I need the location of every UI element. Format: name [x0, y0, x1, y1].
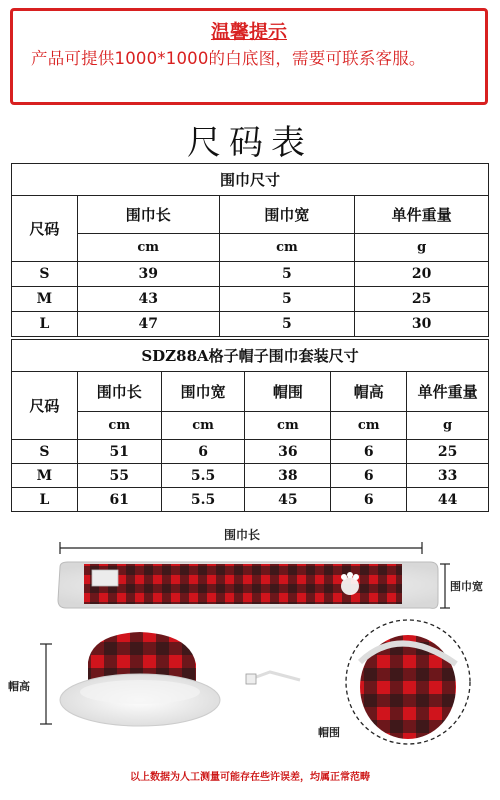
size-header: 尺码: [12, 196, 78, 262]
value-cell: 39: [77, 262, 219, 287]
hat-top-image: [246, 620, 470, 744]
value-cell: 33: [407, 464, 489, 488]
size-header: 尺码: [12, 372, 78, 440]
table-row: [12, 287, 489, 312]
value-cell: 30: [355, 312, 489, 337]
table-row: [12, 464, 489, 488]
table-row: [12, 488, 489, 512]
size-cell: L: [12, 488, 78, 512]
size-cell: S: [12, 262, 78, 287]
size-cell: M: [12, 464, 78, 488]
value-cell: 44: [407, 488, 489, 512]
product-diagram: [0, 512, 500, 767]
table-row: [12, 440, 489, 464]
notice-title: 温馨提示: [210, 21, 287, 43]
column-header: 帽高: [331, 372, 407, 412]
scarf-size-table: [11, 163, 489, 337]
unit-cell: cm: [77, 412, 161, 440]
scarf-length-label: 围巾长: [223, 528, 261, 542]
value-cell: 25: [355, 287, 489, 312]
scarf-width-label: 围巾宽: [450, 580, 483, 593]
unit-cell: cm: [161, 412, 245, 440]
value-cell: 36: [245, 440, 331, 464]
unit-cell: cm: [77, 234, 219, 262]
value-cell: 25: [407, 440, 489, 464]
unit-cell: cm: [219, 234, 355, 262]
value-cell: 6: [331, 440, 407, 464]
set-table-caption: SDZ88A格子帽子围巾套装尺寸: [12, 340, 489, 372]
column-header: 帽围: [245, 372, 331, 412]
value-cell: 5: [219, 287, 355, 312]
column-header: 单件重量: [355, 196, 489, 234]
value-cell: 20: [355, 262, 489, 287]
unit-cell: g: [355, 234, 489, 262]
hat-circumference-label: 帽围: [318, 726, 340, 739]
value-cell: 6: [161, 440, 245, 464]
value-cell: 5.5: [161, 488, 245, 512]
scarf-image: [58, 562, 438, 608]
size-cell: L: [12, 312, 78, 337]
hat-height-arrow: [40, 644, 52, 724]
footer-note: 以上数据为人工测量可能存在些许误差，均属正常范畴: [130, 772, 370, 783]
scarf-table-caption: 围巾尺寸: [12, 164, 489, 196]
unit-cell: cm: [331, 412, 407, 440]
column-header: 围巾长: [77, 372, 161, 412]
column-header: 围巾宽: [161, 372, 245, 412]
value-cell: 5: [219, 312, 355, 337]
value-cell: 38: [245, 464, 331, 488]
hat-height-label: 帽高: [8, 680, 30, 693]
value-cell: 61: [77, 488, 161, 512]
hat-side-image: [60, 632, 220, 726]
value-cell: 5: [219, 262, 355, 287]
column-header: 围巾长: [77, 196, 219, 234]
value-cell: 51: [77, 440, 161, 464]
column-header: 围巾宽: [219, 196, 355, 234]
notice-body: 产品可提供1000*1000的白底图，需要可联系客服。: [31, 49, 426, 68]
value-cell: 43: [77, 287, 219, 312]
scarf-width-arrow: [440, 564, 450, 608]
column-header: 单件重量: [407, 372, 489, 412]
page-title: 尺码表: [187, 123, 313, 163]
value-cell: 55: [77, 464, 161, 488]
value-cell: 47: [77, 312, 219, 337]
value-cell: 6: [331, 488, 407, 512]
size-cell: M: [12, 287, 78, 312]
scarf-length-arrow: [60, 542, 422, 554]
value-cell: 5.5: [161, 464, 245, 488]
set-size-table: [11, 339, 489, 512]
table-row: [12, 312, 489, 337]
value-cell: 45: [245, 488, 331, 512]
unit-cell: cm: [245, 412, 331, 440]
unit-cell: g: [407, 412, 489, 440]
value-cell: 6: [331, 464, 407, 488]
size-cell: S: [12, 440, 78, 464]
notice-box: [10, 8, 488, 105]
table-row: [12, 262, 489, 287]
